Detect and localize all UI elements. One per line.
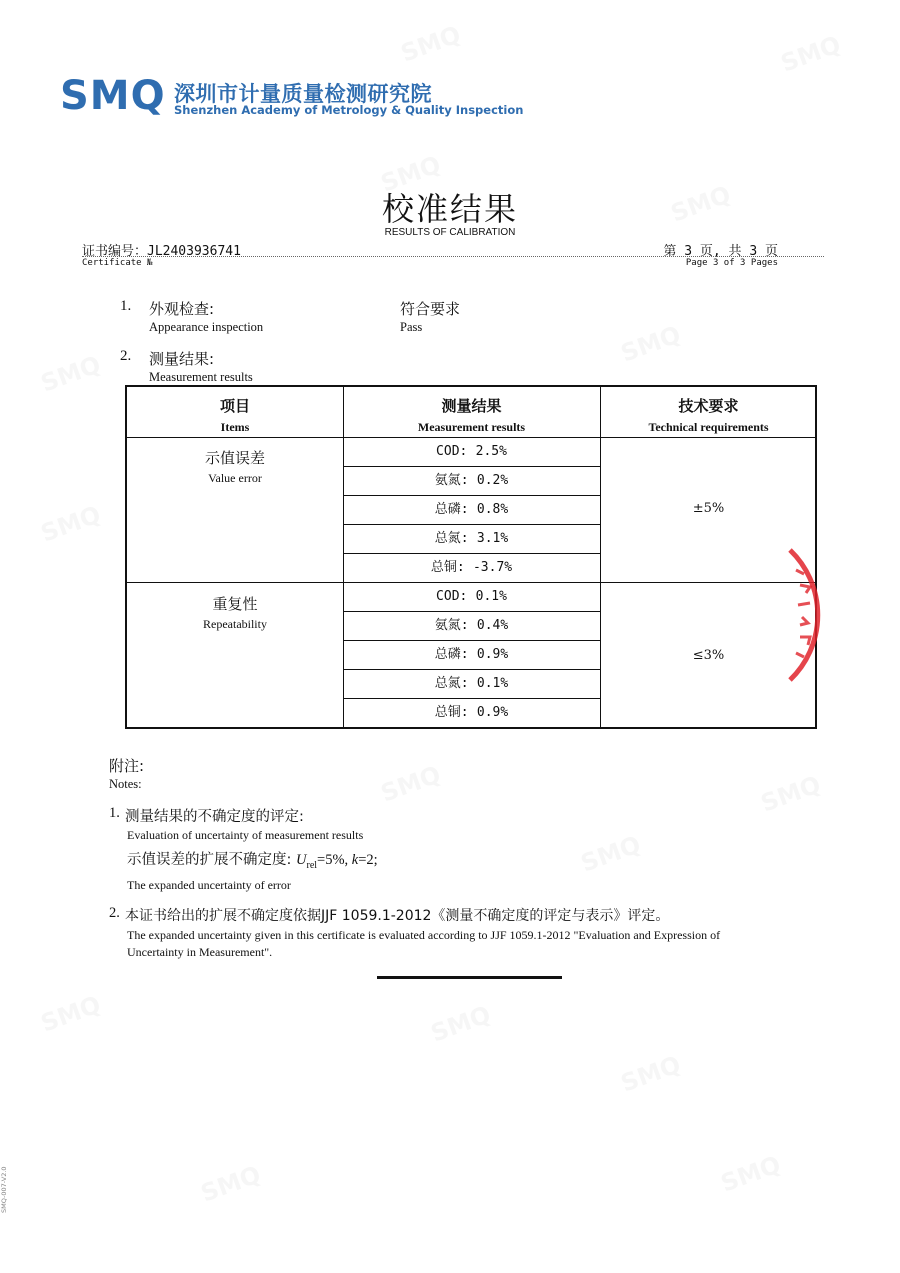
watermark [617, 320, 684, 367]
row-value: 0.8% [476, 502, 509, 517]
row-name: 总磷: [434, 502, 469, 517]
watermark [37, 990, 104, 1037]
page-title: 校准结果 [381, 190, 518, 228]
org-name-cn: 深圳市计量质量检测研究院 [174, 82, 432, 106]
group-label-en: Repeatability [203, 617, 267, 631]
note-number: 1. [109, 805, 120, 821]
header-label-cn: 技术要求 [678, 397, 739, 415]
group-label-value-error [127, 447, 343, 486]
table-row [343, 582, 600, 611]
note-detail-en: The expanded uncertainty of error [127, 878, 291, 892]
page-indicator: 第 3 页, 共 3 页 [663, 244, 778, 259]
row-name: 总氮: [434, 531, 469, 546]
table-row [343, 524, 600, 553]
page-indicator-en: Page 3 of 3 Pages [685, 258, 778, 268]
row-value: 0.9% [476, 647, 509, 662]
table-header-items [127, 387, 343, 437]
header-label-cn: 测量结果 [441, 397, 502, 415]
section-number: 1. [120, 298, 132, 314]
watermark [717, 1150, 784, 1197]
table-row [343, 698, 600, 727]
row-value: 0.4% [476, 618, 509, 633]
watermark [777, 30, 844, 77]
table-row [343, 640, 600, 669]
table-row [343, 553, 600, 582]
section-title-cn: 测量结果: [149, 350, 215, 368]
logo-mark: SMQ [60, 73, 166, 119]
row-name: 总磷: [434, 647, 469, 662]
row-value: 0.9% [476, 705, 509, 720]
section-title-en: Appearance inspection [149, 320, 264, 334]
table-row [343, 466, 600, 495]
header-label-en: Items [220, 420, 250, 434]
row-name: 氨氮: [434, 618, 469, 633]
table-divider [600, 387, 601, 727]
table-row [343, 495, 600, 524]
uncertainty-symbol: U [296, 852, 307, 868]
group-label-en: Value error [208, 471, 262, 485]
notes-title-cn: 附注: [109, 757, 145, 775]
certificate-number: 证书编号：JL2403936741 [82, 244, 241, 259]
uncertainty-subscript: rel [306, 859, 318, 871]
row-value: -3.7% [472, 560, 513, 575]
header-label-en: Technical requirements [648, 420, 769, 434]
table-row [343, 611, 600, 640]
certificate-number-en: Certificate № [82, 258, 153, 268]
note-title-en: The expanded uncertainty given in this certificate is evaluated according to JJF 1059.1-2012 "Evaluation and Expression of [127, 928, 721, 942]
watermark [617, 1050, 684, 1097]
section-value-en: Pass [400, 320, 423, 334]
note-number: 2. [109, 905, 120, 921]
row-value: 2.5% [475, 444, 507, 459]
official-seal-stamp [770, 545, 840, 685]
requirement-repeatability: ≤3% [692, 648, 725, 663]
row-name: 氨氮: [434, 473, 469, 488]
row-name: 总氮: [434, 676, 469, 691]
note-title-cn: 测量结果的不确定度的评定: [125, 809, 304, 825]
watermark [377, 760, 444, 807]
table-row [343, 669, 600, 698]
detail-label: 示值误差的扩展不确定度: [127, 852, 292, 868]
note-detail-cn [127, 848, 378, 871]
watermark [427, 1000, 494, 1047]
group-label-cn: 重复性 [212, 595, 258, 613]
row-value: 0.1% [475, 589, 507, 604]
table-header-requirements [600, 387, 817, 437]
note-title-en-cont: Uncertainty in Measurement". [127, 945, 273, 959]
watermark [757, 770, 824, 817]
form-code: SMQ-007-V2.0 [0, 1166, 8, 1213]
watermark [397, 20, 464, 67]
note-title-en: Evaluation of uncertainty of measurement results [127, 828, 364, 842]
row-value: 3.1% [476, 531, 509, 546]
coverage-factor-value: =2; [358, 852, 378, 868]
header-divider [82, 256, 824, 257]
org-name-en: Shenzhen Academy of Metrology & Quality Inspection [174, 103, 524, 117]
watermark [37, 350, 104, 397]
row-name: COD: [436, 444, 468, 459]
group-label-cn: 示值误差 [204, 449, 265, 467]
section-value-cn: 符合要求 [400, 300, 461, 318]
watermark [577, 830, 644, 877]
watermark [197, 1160, 264, 1207]
table-row [343, 437, 600, 466]
note-title-cn: 本证书给出的扩展不确定度依据JJF 1059.1-2012《测量不确定度的评定与表示》评定。 [125, 908, 670, 924]
row-name: COD: [436, 589, 468, 604]
table-header-results [343, 387, 600, 437]
row-value: 0.2% [476, 473, 509, 488]
header-label-cn: 项目 [219, 397, 250, 415]
end-of-document-rule [377, 976, 562, 979]
section-number: 2. [120, 348, 132, 364]
row-name: 总铜: [430, 560, 465, 575]
row-name: 总铜: [434, 705, 469, 720]
section-title-cn: 外观检查: [149, 300, 215, 318]
row-value: 0.1% [476, 676, 509, 691]
header-label-en: Measurement results [417, 420, 526, 434]
results-table [125, 385, 817, 729]
coverage-factor-symbol: k [351, 852, 359, 868]
notes-title-en: Notes: [109, 777, 142, 791]
requirement-value-error: ±5% [692, 501, 725, 516]
group-label-repeatability [127, 593, 343, 632]
section-title-en: Measurement results [149, 370, 253, 384]
watermark [37, 500, 104, 547]
page-subtitle: RESULTS OF CALIBRATION [384, 227, 516, 238]
uncertainty-value: =5%, [317, 852, 352, 868]
